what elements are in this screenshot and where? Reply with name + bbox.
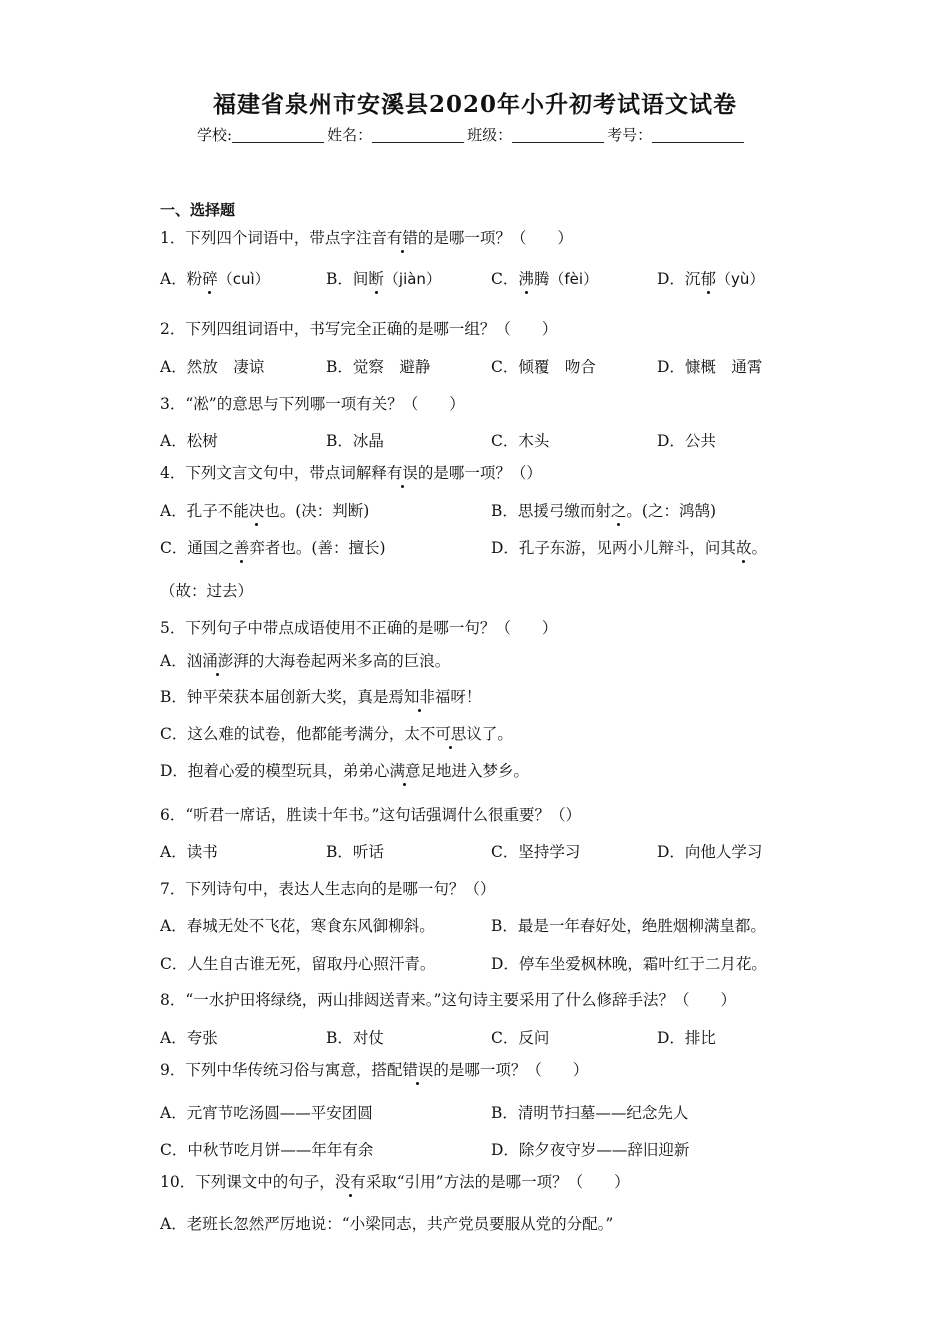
q6-option-c[interactable]: C．坚持学习 — [491, 843, 581, 861]
q1-option-c[interactable]: C．沸腾（fèi） — [491, 270, 599, 288]
question-10-stem: 10．下列课文中的句子，没有采取“引用”方法的是哪一项？（ ） — [160, 1173, 630, 1191]
q1-option-d[interactable]: D．沉郁（yù） — [657, 270, 765, 288]
q6-option-a[interactable]: A．读书 — [160, 843, 218, 861]
q2-option-c[interactable]: C．倾覆 吻合 — [491, 358, 596, 376]
q9-option-d[interactable]: D．除夕夜守岁——辞旧迎新 — [491, 1141, 690, 1159]
q7-option-b[interactable]: B．最是一年春好处，绝胜烟柳满皇都。 — [491, 917, 766, 935]
q9-option-b[interactable]: B．清明节扫墓——纪念先人 — [491, 1104, 689, 1122]
q2-option-a[interactable]: A．然放 凄谅 — [160, 358, 265, 376]
school-label: 学校: — [197, 126, 233, 144]
question-9-stem: 9．下列中华传统习俗与寓意，搭配错误的是哪一项？（ ） — [160, 1061, 589, 1079]
q8-option-b[interactable]: B．对仗 — [326, 1029, 384, 1047]
q4-option-c[interactable]: C．通国之善弈者也。(善：擅长) — [160, 539, 386, 557]
question-8-stem: 8．“一水护田将绿绕，两山排闼送青来。”这句诗主要采用了什么修辞手法？（ ） — [160, 991, 736, 1009]
q8-option-c[interactable]: C．反问 — [491, 1029, 550, 1047]
exam-number-label: 考号： — [607, 126, 653, 144]
question-4-stem: 4．下列文言文句中，带点词解释有误的是哪一项？（） — [160, 464, 542, 482]
q3-option-d[interactable]: D．公共 — [657, 432, 716, 450]
q1-option-b[interactable]: B．间断（jiàn） — [326, 270, 441, 288]
q5-option-a[interactable]: A．汹涌澎湃的大海卷起两米多高的巨浪。 — [160, 652, 451, 670]
q10-option-a[interactable]: A．老班长忽然严厉地说：“小梁同志，共产党员要服从党的分配。” — [160, 1215, 614, 1233]
name-blank[interactable] — [372, 128, 464, 143]
q4-option-d[interactable]: D．孔子东游，见两小儿辩斗，问其故。 — [491, 539, 767, 557]
q9-option-c[interactable]: C．中秋节吃月饼——年年有余 — [160, 1141, 374, 1159]
q5-option-d[interactable]: D．抱着心爱的模型玩具，弟弟心满意足地进入梦乡。 — [160, 762, 529, 780]
q6-option-b[interactable]: B．听话 — [326, 843, 384, 861]
question-6-stem: 6．“听君一席话，胜读十年书。”这句话强调什么很重要？（） — [160, 806, 581, 824]
q5-option-c[interactable]: C．这么难的试卷，他都能考满分，太不可思议了。 — [160, 725, 513, 743]
q4-option-d-continuation: （故：过去） — [160, 582, 254, 600]
q4-option-a[interactable]: A．孔子不能决也。(决：判断) — [160, 502, 370, 520]
q9-option-a[interactable]: A．元宵节吃汤圆——平安团圆 — [160, 1104, 373, 1122]
q2-option-b[interactable]: B．觉察 避静 — [326, 358, 431, 376]
q5-option-b[interactable]: B．钟平荣获本届创新大奖，真是焉知非福呀！ — [160, 688, 482, 706]
q7-option-d[interactable]: D．停车坐爱枫林晚，霜叶红于二月花。 — [491, 955, 767, 973]
q3-option-a[interactable]: A．松树 — [160, 432, 218, 450]
q2-option-d[interactable]: D．慷概 通霄 — [657, 358, 763, 376]
question-2-stem: 2．下列四组词语中，书写完全正确的是哪一组？（ ） — [160, 320, 558, 338]
q1-option-a[interactable]: A．粉碎（cuì） — [160, 270, 270, 288]
question-7-stem: 7．下列诗句中，表达人生志向的是哪一句？（） — [160, 880, 496, 898]
question-5-stem: 5．下列句子中带点成语使用不正确的是哪一句？（ ） — [160, 619, 558, 637]
exam-number-blank[interactable] — [652, 128, 744, 143]
name-label: 姓名： — [327, 126, 373, 144]
school-blank[interactable] — [232, 128, 324, 143]
question-1-stem: 1．下列四个词语中，带点字注音有错的是哪一项？（ ） — [160, 229, 573, 247]
q4-option-b[interactable]: B．思援弓缴而射之。(之：鸿鹄) — [491, 502, 717, 520]
q3-option-c[interactable]: C．木头 — [491, 432, 550, 450]
question-3-stem: 3．“凇”的意思与下列哪一项有关？（ ） — [160, 395, 465, 413]
q3-option-b[interactable]: B．冰晶 — [326, 432, 384, 450]
section-heading: 一、选择题 — [160, 201, 236, 219]
q7-option-a[interactable]: A．春城无处不飞花，寒食东风御柳斜。 — [160, 917, 435, 935]
q7-option-c[interactable]: C．人生自古谁无死，留取丹心照汗青。 — [160, 955, 436, 973]
student-info-row — [197, 124, 747, 145]
exam-title: 福建省泉州市安溪县2020年小升初考试语文试卷 — [212, 91, 737, 118]
q6-option-d[interactable]: D．向他人学习 — [657, 843, 763, 861]
class-blank[interactable] — [512, 128, 604, 143]
class-label: 班级： — [467, 126, 513, 144]
q8-option-d[interactable]: D．排比 — [657, 1029, 716, 1047]
q8-option-a[interactable]: A．夸张 — [160, 1029, 218, 1047]
